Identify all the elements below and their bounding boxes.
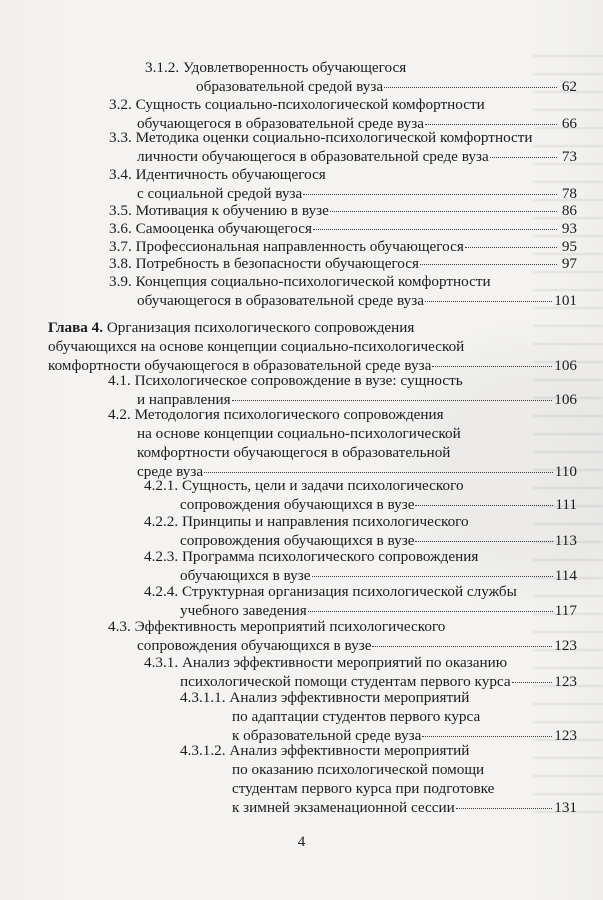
- page-number: 78: [561, 185, 577, 202]
- page-number: 131: [554, 799, 577, 816]
- entry-number: 4.2.3.: [144, 548, 179, 565]
- entry-title: Самооценка обучающегося: [135, 220, 312, 237]
- entry-number: 4.2.1.: [144, 477, 179, 494]
- dot-leader: [204, 472, 553, 473]
- toc-entry-4-2-3: [144, 547, 577, 585]
- entry-title: Эффективность мероприятий психологического: [134, 618, 446, 635]
- entry-title-continuation: и направления: [137, 391, 231, 408]
- dot-leader: [432, 366, 552, 367]
- dot-leader: [330, 211, 557, 212]
- toc-entry-4-2: [108, 405, 577, 481]
- entry-title: Сущность, цели и задачи психологического: [181, 477, 464, 494]
- entry-title-continuation: сопровождения обучающихся в вузе: [180, 532, 415, 549]
- page-number: 123: [554, 727, 577, 744]
- entry-title-continuation: обучающегося в образовательной среде вуза: [137, 292, 424, 309]
- dot-leader: [308, 611, 553, 612]
- page-number: 73: [561, 148, 577, 165]
- entry-number: 3.4.: [109, 166, 132, 183]
- entry-title-continuation: студентам первого курса при подготовке: [232, 780, 495, 797]
- entry-number: 3.6.: [109, 220, 132, 237]
- entry-title: Методика оценки социально-психологической комфортности: [135, 129, 533, 146]
- entry-title-continuation: обучающихся в вузе: [180, 567, 311, 584]
- toc-line: [180, 741, 577, 760]
- toc-line: [145, 77, 577, 96]
- toc-chapter-4: [48, 318, 577, 375]
- toc-line: [108, 424, 577, 443]
- entry-title-continuation: к зимней экзаменационной сессии: [232, 799, 455, 816]
- page-number: 97: [561, 255, 577, 272]
- entry-title: Анализ эффективности мероприятий: [229, 689, 470, 706]
- dot-leader: [512, 682, 553, 683]
- entry-number: 4.3.1.: [144, 654, 179, 671]
- dot-leader: [465, 247, 557, 248]
- entry-title: Концепция социально-психологической комфортности: [135, 273, 491, 290]
- entry-title-continuation: по оказанию психологической помощи: [232, 761, 485, 778]
- entry-title: Потребность в безопасности обучающегося: [135, 255, 420, 272]
- toc-line: [180, 798, 577, 817]
- entry-number: 4.2.2.: [144, 513, 179, 530]
- entry-title: Анализ эффективности мероприятий: [229, 742, 470, 759]
- entry-number: 3.8.: [109, 255, 132, 272]
- toc-line: [108, 371, 577, 390]
- page-number: 123: [554, 673, 577, 690]
- entry-number: 4.2.4.: [144, 583, 179, 600]
- page-number: 111: [555, 496, 577, 513]
- dot-leader: [490, 157, 557, 158]
- entry-number: 4.1.: [108, 372, 131, 389]
- entry-title-continuation: к образовательной среде вуза: [232, 727, 422, 744]
- entry-title-continuation: сопровождения обучающихся в вузе: [137, 637, 372, 654]
- page-number: 117: [554, 602, 577, 619]
- entry-title-continuation: среде вуза: [137, 463, 204, 480]
- entry-title: Программа психологического сопровождения: [181, 548, 479, 565]
- entry-title-continuation: с социальной средой вуза: [137, 185, 303, 202]
- page-number: 62: [561, 78, 577, 95]
- entry-number: 3.2.: [109, 96, 132, 113]
- entry-title: Удовлетворенность обучающегося: [182, 59, 407, 76]
- toc-line: [109, 165, 577, 184]
- toc-line: [48, 337, 577, 356]
- dot-leader: [422, 736, 552, 737]
- page-footer-number: 4: [297, 834, 306, 850]
- entry-number: 3.9.: [109, 273, 132, 290]
- toc-line: [180, 779, 577, 798]
- entry-number: 3.1.2.: [145, 59, 180, 76]
- dot-leader: [415, 541, 552, 542]
- toc-line: [109, 128, 577, 147]
- chapter-title-continuation: комфортности обучающегося в образовательной среде вуза: [48, 357, 432, 374]
- page-number: 123: [554, 637, 577, 654]
- toc-line: [48, 318, 577, 337]
- page-number: 106: [554, 357, 577, 374]
- page-number: 93: [561, 220, 577, 237]
- toc-entry-3-9: [109, 272, 577, 310]
- entry-title-continuation: учебного заведения: [180, 602, 307, 619]
- toc-entry-3-4: [109, 165, 577, 203]
- entry-title: Профессиональная направленность обучающегося: [135, 238, 464, 255]
- dot-leader: [312, 576, 553, 577]
- toc-entry-3-5: [109, 201, 577, 220]
- dot-leader: [303, 194, 557, 195]
- toc-entry-3-1-2: [145, 58, 577, 96]
- toc-entry-3-8: [109, 254, 577, 273]
- dot-leader: [425, 124, 557, 125]
- entry-title-continuation: на основе концепции социально-психологической: [137, 425, 461, 442]
- entry-number: 4.3.: [108, 618, 131, 635]
- toc-line: [144, 582, 577, 601]
- entry-number: 3.3.: [109, 129, 132, 146]
- toc-line: [144, 512, 577, 531]
- toc-entry-4-1: [108, 371, 577, 409]
- toc-line: [180, 760, 577, 779]
- toc-line: [109, 254, 577, 273]
- entry-title-continuation: психологической помощи студентам первого курса: [180, 673, 511, 690]
- toc-entry-4-3-1-2: [180, 741, 577, 817]
- toc-line: [180, 688, 577, 707]
- toc-line: [109, 147, 577, 166]
- toc-line: [109, 219, 577, 238]
- entry-title: Методология психологического сопровождения: [134, 406, 444, 423]
- page-number: 101: [554, 292, 577, 309]
- toc-line: [109, 272, 577, 291]
- page-number: 110: [554, 463, 577, 480]
- entry-number: 3.5.: [109, 202, 132, 219]
- toc-entry-4-3: [108, 617, 577, 655]
- toc-entry-3-6: [109, 219, 577, 238]
- entry-number: 3.7.: [109, 238, 132, 255]
- entry-title-continuation: образовательной средой вуза: [196, 78, 384, 95]
- dot-leader: [456, 808, 552, 809]
- entry-title-continuation: по адаптации студентов первого курса: [232, 708, 481, 725]
- toc-entry-4-2-4: [144, 582, 577, 620]
- chapter-title: Организация психологического сопровождения: [106, 319, 415, 336]
- dot-leader: [384, 87, 557, 88]
- dot-leader: [425, 301, 552, 302]
- toc-entry-4-2-2: [144, 512, 577, 550]
- toc-line: [144, 653, 577, 672]
- page-number: 95: [561, 238, 577, 255]
- entry-number: 4.3.1.1.: [180, 689, 226, 706]
- toc-entry-3-3: [109, 128, 577, 166]
- toc-entry-4-3-1: [144, 653, 577, 691]
- entry-title: Структурная организация психологической службы: [181, 583, 517, 600]
- toc-line: [109, 95, 577, 114]
- toc-line: [109, 291, 577, 310]
- dot-leader: [232, 400, 553, 401]
- toc-entry-4-2-1: [144, 476, 577, 514]
- entry-title-continuation: сопровождения обучающихся в вузе: [180, 496, 415, 513]
- page-number: 66: [561, 115, 577, 132]
- toc-line: [109, 201, 577, 220]
- dot-leader: [415, 505, 553, 506]
- chapter-title-continuation: обучающихся на основе концепции социально-психологической: [48, 338, 465, 355]
- entry-title: Принципы и направления психологического: [181, 513, 469, 530]
- toc-entry-4-3-1-1: [180, 688, 577, 745]
- toc-line: [108, 617, 577, 636]
- dot-leader: [313, 229, 557, 230]
- toc-line: [108, 405, 577, 424]
- toc-line: [180, 707, 577, 726]
- page-number: 86: [561, 202, 577, 219]
- entry-title-continuation: комфортности обучающегося в образовательной: [137, 444, 451, 461]
- page-number: 113: [554, 532, 577, 549]
- toc-line: [108, 443, 577, 462]
- page-number: 114: [554, 567, 577, 584]
- entry-title-continuation: личности обучающегося в образовательной среде вуза: [137, 148, 489, 165]
- chapter-label: Глава 4.: [48, 319, 104, 336]
- entry-title-continuation: обучающегося в образовательной среде вуза: [137, 115, 424, 132]
- dot-leader: [372, 646, 552, 647]
- entry-title: Сущность социально-психологической комфортности: [135, 96, 485, 113]
- entry-title: Мотивация к обучению в вузе: [135, 202, 329, 219]
- toc-line: [145, 58, 577, 77]
- toc-line: [144, 547, 577, 566]
- entry-title: Психологическое сопровождение в вузе: сущность: [134, 372, 463, 389]
- entry-number: 4.3.1.2.: [180, 742, 226, 759]
- entry-title: Анализ эффективности мероприятий по оказанию: [181, 654, 508, 671]
- entry-title: Идентичность обучающегося: [135, 166, 326, 183]
- entry-number: 4.2.: [108, 406, 131, 423]
- toc-line: [144, 476, 577, 495]
- dot-leader: [420, 264, 557, 265]
- page-number: 106: [554, 391, 577, 408]
